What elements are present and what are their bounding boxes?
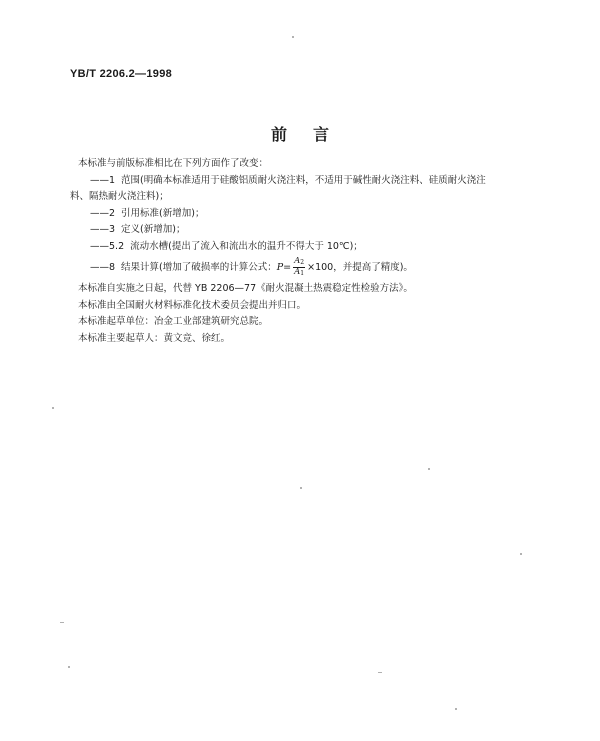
formula-fraction bbox=[293, 257, 305, 278]
change-item-1-continuation bbox=[70, 189, 533, 206]
drafting-unit-text: 本标准起草单位：冶金工业部建筑研究总院。 bbox=[78, 316, 269, 327]
item-text: 引用标准(新增加)； bbox=[121, 207, 205, 219]
replacement-text: 本标准自实施之日起，代替 YB 2206—77《耐火混凝土热震稳定性检验方法》。 bbox=[78, 283, 413, 294]
item-text: 结果计算(增加了破损率的计算公式： bbox=[121, 262, 277, 273]
formula-equals: = bbox=[283, 262, 292, 273]
item-text: 范围(明确本标准适用于硅酸铝质耐火浇注料，不适用于碱性耐火浇注料、硅质耐火浇注 bbox=[121, 174, 486, 186]
scan-mark bbox=[60, 622, 64, 623]
change-item-1 bbox=[78, 173, 533, 190]
change-item-5-2 bbox=[78, 239, 533, 256]
change-item-2 bbox=[78, 206, 533, 223]
scan-mark bbox=[378, 672, 382, 673]
scan-speck bbox=[68, 666, 70, 668]
proposal-text: 本标准由全国耐火材料标准化技术委员会提出并归口。 bbox=[78, 299, 307, 311]
item-number: ——2 bbox=[90, 207, 116, 219]
item-number: ——5.2 bbox=[90, 240, 125, 252]
scan-speck bbox=[300, 487, 302, 489]
formula-variable-p: P bbox=[276, 262, 284, 273]
scan-speck bbox=[292, 36, 294, 38]
item-number: ——3 bbox=[90, 224, 116, 235]
intro-paragraph bbox=[78, 156, 533, 173]
change-item-3 bbox=[78, 222, 533, 239]
item-text-after: ×100，并提高了精度)。 bbox=[307, 262, 413, 273]
scan-speck bbox=[52, 407, 54, 409]
proposal-paragraph bbox=[78, 298, 533, 315]
fraction-denominator: $A_1$ bbox=[294, 267, 305, 277]
intro-text: 本标准与前版标准相比在下列方面作了改变： bbox=[78, 158, 269, 169]
page-title: 前言 bbox=[270, 125, 355, 144]
drafting-unit-paragraph bbox=[78, 314, 533, 331]
item-text: 定义(新增加)； bbox=[121, 224, 186, 235]
scan-speck bbox=[520, 553, 522, 555]
drafters-text: 本标准主要起草人：黄文竞、徐红。 bbox=[78, 332, 231, 344]
item-text-continuation: 料、隔热耐火浇注料)； bbox=[70, 191, 169, 202]
item-number: ——1 bbox=[90, 174, 116, 186]
replacement-paragraph bbox=[78, 281, 533, 298]
drafters-paragraph bbox=[78, 331, 533, 348]
change-item-8 bbox=[78, 257, 533, 279]
item-text: 流动水槽(提出了流入和流出水的温升不得大于 10℃)； bbox=[130, 240, 363, 252]
standard-code-header: YB/T 2206.2—1998 bbox=[70, 68, 173, 80]
scan-speck bbox=[455, 708, 457, 710]
scan-speck bbox=[428, 468, 430, 470]
fraction-numerator: $A_2$ bbox=[294, 256, 305, 266]
item-number: ——8 bbox=[90, 262, 116, 273]
document-body bbox=[70, 156, 533, 347]
